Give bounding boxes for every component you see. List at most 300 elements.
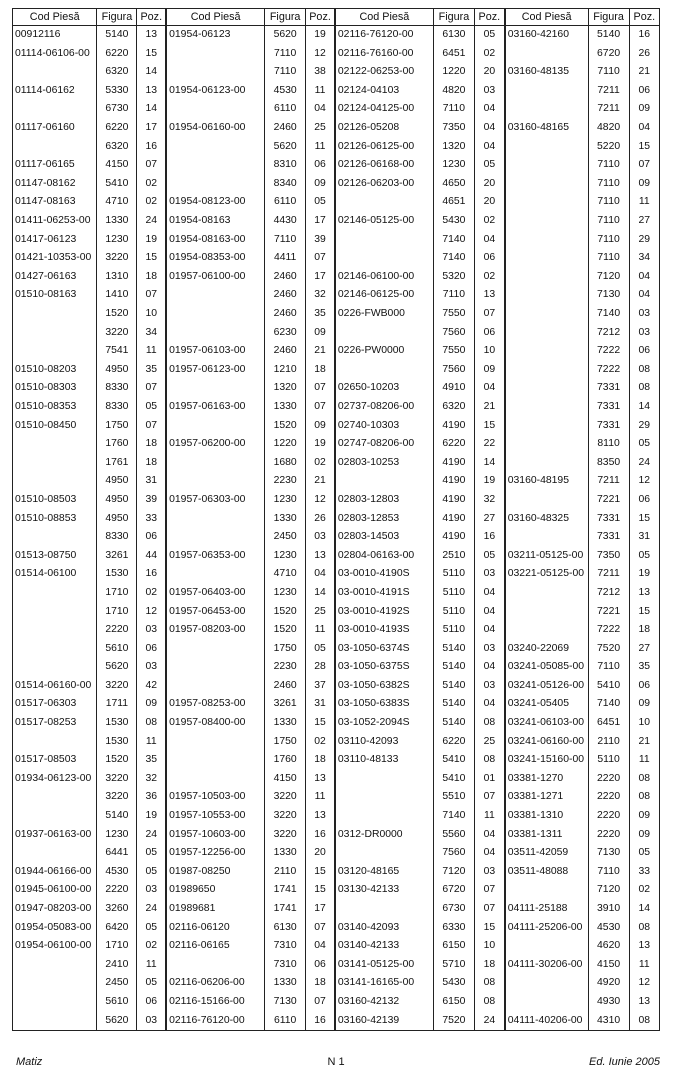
table-row — [13, 584, 660, 603]
part-code-cell: 01514-06160-00 — [13, 677, 97, 696]
figure-number-cell: 1230 — [265, 584, 306, 603]
part-code-cell: 01510-08353 — [13, 398, 97, 417]
figure-number-cell: 7110 — [588, 212, 629, 231]
position-number-cell: 16 — [629, 26, 659, 45]
position-number-cell: 12 — [629, 472, 659, 491]
part-code-cell: 04111-25188 — [505, 900, 588, 919]
figure-number-cell: 4651 — [433, 193, 474, 212]
figure-number-cell: 5620 — [265, 138, 306, 157]
figure-number-cell: 5410 — [588, 677, 629, 696]
figure-number-cell: 7331 — [588, 379, 629, 398]
part-code-cell — [505, 249, 588, 268]
header-poz-4: Poz. — [629, 9, 659, 26]
table-row — [13, 788, 660, 807]
position-number-cell: 05 — [137, 974, 166, 993]
part-code-cell — [505, 993, 588, 1012]
part-code-cell: 01147-08162 — [13, 175, 97, 194]
part-code-cell: 01987-08250 — [166, 863, 264, 882]
figure-number-cell: 4150 — [265, 770, 306, 789]
figure-number-cell: 5560 — [433, 826, 474, 845]
part-code-cell — [505, 584, 588, 603]
table-row — [13, 714, 660, 733]
footer-edition: Ed. Iunie 2005 — [589, 1056, 660, 1068]
position-number-cell: 13 — [306, 807, 335, 826]
position-number-cell: 17 — [306, 900, 335, 919]
figure-number-cell: 1320 — [265, 379, 306, 398]
part-code-cell: 01957-06100-00 — [166, 268, 264, 287]
position-number-cell: 03 — [474, 863, 504, 882]
figure-number-cell: 8340 — [265, 175, 306, 194]
part-code-cell: 02803-14503 — [335, 528, 433, 547]
footer-page-number: N 1 — [327, 1056, 345, 1068]
position-number-cell: 18 — [137, 435, 166, 454]
part-code-cell: 03110-48133 — [335, 751, 433, 770]
position-number-cell: 06 — [629, 342, 659, 361]
position-number-cell: 04 — [474, 138, 504, 157]
figure-number-cell: 7120 — [588, 881, 629, 900]
position-number-cell: 32 — [474, 491, 504, 510]
position-number-cell: 06 — [629, 491, 659, 510]
figure-number-cell: 4411 — [265, 249, 306, 268]
figure-number-cell: 2510 — [433, 547, 474, 566]
position-number-cell: 20 — [474, 193, 504, 212]
position-number-cell: 15 — [306, 863, 335, 882]
figure-number-cell: 7221 — [588, 602, 629, 621]
figure-number-cell: 3220 — [97, 788, 137, 807]
part-code-cell: 02747-08206-00 — [335, 435, 433, 454]
figure-number-cell: 7110 — [588, 175, 629, 194]
part-code-cell: 03511-48088 — [505, 863, 588, 882]
part-code-cell: 03110-42093 — [335, 733, 433, 752]
part-code-cell — [166, 751, 264, 770]
figure-number-cell: 7560 — [433, 844, 474, 863]
figure-number-cell: 5110 — [588, 751, 629, 770]
part-code-cell: 01954-06123 — [166, 26, 264, 45]
table-row — [13, 677, 660, 696]
figure-number-cell: 7110 — [588, 863, 629, 882]
position-number-cell: 11 — [629, 751, 659, 770]
part-code-cell: 04111-40206-00 — [505, 1011, 588, 1030]
figure-number-cell: 2110 — [588, 733, 629, 752]
part-code-cell: 01957-06353-00 — [166, 547, 264, 566]
position-number-cell: 02 — [306, 733, 335, 752]
part-code-cell: 03160-42160 — [505, 26, 588, 45]
figure-number-cell: 1520 — [97, 305, 137, 324]
figure-number-cell: 2460 — [265, 305, 306, 324]
part-code-cell: 03130-42133 — [335, 881, 433, 900]
figure-number-cell: 3220 — [97, 677, 137, 696]
figure-number-cell: 1230 — [97, 826, 137, 845]
part-code-cell — [335, 231, 433, 250]
table-row — [13, 900, 660, 919]
position-number-cell: 02 — [629, 881, 659, 900]
position-number-cell: 04 — [306, 937, 335, 956]
position-number-cell: 01 — [474, 770, 504, 789]
figure-number-cell: 7130 — [588, 844, 629, 863]
figure-number-cell: 3910 — [588, 900, 629, 919]
table-row — [13, 435, 660, 454]
position-number-cell: 09 — [474, 361, 504, 380]
position-number-cell: 06 — [629, 677, 659, 696]
part-code-cell: 02116-06165 — [166, 937, 264, 956]
part-code-cell: 03-0010-4191S — [335, 584, 433, 603]
position-number-cell: 07 — [306, 249, 335, 268]
figure-number-cell: 6220 — [97, 119, 137, 138]
figure-number-cell: 5620 — [97, 658, 137, 677]
position-number-cell: 07 — [474, 881, 504, 900]
position-number-cell: 31 — [629, 528, 659, 547]
figure-number-cell: 2110 — [265, 863, 306, 882]
figure-number-cell: 6220 — [433, 435, 474, 454]
figure-number-cell: 7110 — [588, 231, 629, 250]
position-number-cell: 06 — [306, 156, 335, 175]
part-code-cell: 02126-05208 — [335, 119, 433, 138]
part-code-cell — [505, 231, 588, 250]
figure-number-cell: 1750 — [265, 733, 306, 752]
position-number-cell: 29 — [629, 231, 659, 250]
figure-number-cell: 2220 — [97, 881, 137, 900]
position-number-cell: 13 — [629, 993, 659, 1012]
position-number-cell: 18 — [306, 361, 335, 380]
part-code-cell: 01513-08750 — [13, 547, 97, 566]
position-number-cell: 05 — [306, 640, 335, 659]
position-number-cell: 09 — [137, 695, 166, 714]
figure-number-cell: 2450 — [265, 528, 306, 547]
part-code-cell — [505, 82, 588, 101]
part-code-cell: 01957-12256-00 — [166, 844, 264, 863]
part-code-cell: 01517-08253 — [13, 714, 97, 733]
position-number-cell: 21 — [629, 733, 659, 752]
part-code-cell — [13, 640, 97, 659]
figure-number-cell: 4530 — [97, 863, 137, 882]
position-number-cell: 05 — [474, 26, 504, 45]
figure-number-cell: 4910 — [433, 379, 474, 398]
part-code-cell: 02126-06125-00 — [335, 138, 433, 157]
position-number-cell: 20 — [474, 63, 504, 82]
position-number-cell: 03 — [137, 658, 166, 677]
figure-number-cell: 1750 — [97, 416, 137, 435]
position-number-cell: 04 — [306, 100, 335, 119]
position-number-cell: 05 — [629, 435, 659, 454]
position-number-cell: 04 — [629, 268, 659, 287]
position-number-cell: 06 — [474, 324, 504, 343]
figure-number-cell: 7140 — [433, 249, 474, 268]
figure-number-cell: 4430 — [265, 212, 306, 231]
part-code-cell — [13, 844, 97, 863]
position-number-cell: 08 — [629, 919, 659, 938]
part-code-cell: 03160-42132 — [335, 993, 433, 1012]
figure-number-cell: 7520 — [588, 640, 629, 659]
position-number-cell: 08 — [474, 751, 504, 770]
position-number-cell: 12 — [306, 491, 335, 510]
part-code-cell — [166, 640, 264, 659]
position-number-cell: 32 — [137, 770, 166, 789]
part-code-cell: 01957-06200-00 — [166, 435, 264, 454]
part-code-cell — [166, 416, 264, 435]
position-number-cell: 04 — [474, 119, 504, 138]
table-row — [13, 826, 660, 845]
position-number-cell: 07 — [137, 416, 166, 435]
part-code-cell — [335, 844, 433, 863]
position-number-cell: 15 — [306, 714, 335, 733]
position-number-cell: 27 — [474, 509, 504, 528]
figure-number-cell: 2460 — [265, 286, 306, 305]
part-code-cell: 00912116 — [13, 26, 97, 45]
figure-number-cell: 7211 — [588, 565, 629, 584]
part-code-cell: 02116-15166-00 — [166, 993, 264, 1012]
figure-number-cell: 7331 — [588, 398, 629, 417]
part-code-cell: 01957-06453-00 — [166, 602, 264, 621]
part-code-cell — [13, 993, 97, 1012]
part-code-cell: 03160-48325 — [505, 509, 588, 528]
position-number-cell: 03 — [137, 1011, 166, 1030]
figure-number-cell: 1761 — [97, 454, 137, 473]
part-code-cell — [13, 956, 97, 975]
part-code-cell: 01510-08503 — [13, 491, 97, 510]
part-code-cell — [505, 454, 588, 473]
table-row — [13, 249, 660, 268]
table-row — [13, 268, 660, 287]
position-number-cell: 27 — [629, 640, 659, 659]
part-code-cell: 01989650 — [166, 881, 264, 900]
position-number-cell: 03 — [306, 528, 335, 547]
figure-number-cell: 3260 — [97, 900, 137, 919]
position-number-cell: 09 — [629, 175, 659, 194]
figure-number-cell: 1530 — [97, 714, 137, 733]
position-number-cell: 14 — [137, 63, 166, 82]
position-number-cell: 21 — [629, 63, 659, 82]
table-row — [13, 193, 660, 212]
figure-number-cell: 7221 — [588, 491, 629, 510]
parts-table-body — [13, 26, 660, 1031]
figure-number-cell: 5110 — [433, 565, 474, 584]
part-code-cell: 02124-04103 — [335, 82, 433, 101]
position-number-cell: 11 — [137, 956, 166, 975]
figure-number-cell: 1410 — [97, 286, 137, 305]
figure-number-cell: 6150 — [433, 937, 474, 956]
figure-number-cell: 6320 — [97, 63, 137, 82]
position-number-cell: 35 — [306, 305, 335, 324]
figure-number-cell: 6110 — [265, 100, 306, 119]
position-number-cell: 06 — [137, 640, 166, 659]
position-number-cell: 16 — [306, 826, 335, 845]
position-number-cell: 19 — [137, 231, 166, 250]
table-row — [13, 807, 660, 826]
figure-number-cell: 8330 — [97, 398, 137, 417]
part-code-cell: 01954-06160-00 — [166, 119, 264, 138]
position-number-cell: 07 — [474, 788, 504, 807]
table-row — [13, 26, 660, 45]
table-row — [13, 640, 660, 659]
part-code-cell: 03241-15160-00 — [505, 751, 588, 770]
figure-number-cell: 4930 — [588, 993, 629, 1012]
part-code-cell — [13, 435, 97, 454]
figure-number-cell: 7110 — [588, 63, 629, 82]
position-number-cell: 35 — [137, 751, 166, 770]
part-code-cell — [335, 193, 433, 212]
position-number-cell: 33 — [137, 509, 166, 528]
table-row — [13, 212, 660, 231]
position-number-cell: 31 — [306, 695, 335, 714]
part-code-cell — [13, 733, 97, 752]
part-code-cell: 02803-12853 — [335, 509, 433, 528]
position-number-cell: 29 — [629, 416, 659, 435]
part-code-cell — [505, 286, 588, 305]
figure-number-cell: 7222 — [588, 361, 629, 380]
position-number-cell: 39 — [137, 491, 166, 510]
part-code-cell — [335, 900, 433, 919]
part-code-cell: 03211-05125-00 — [505, 547, 588, 566]
part-code-cell — [13, 658, 97, 677]
position-number-cell: 08 — [629, 1011, 659, 1030]
figure-number-cell: 3261 — [97, 547, 137, 566]
figure-number-cell: 6451 — [588, 714, 629, 733]
part-code-cell: 01957-08203-00 — [166, 621, 264, 640]
part-code-cell: 01510-08303 — [13, 379, 97, 398]
part-code-cell — [505, 491, 588, 510]
figure-number-cell: 6130 — [265, 919, 306, 938]
part-code-cell — [166, 156, 264, 175]
part-code-cell — [166, 45, 264, 64]
table-row — [13, 416, 660, 435]
part-code-cell — [505, 212, 588, 231]
part-code-cell: 03141-16165-00 — [335, 974, 433, 993]
position-number-cell: 09 — [629, 100, 659, 119]
table-row — [13, 844, 660, 863]
part-code-cell: 01947-08203-00 — [13, 900, 97, 919]
figure-number-cell: 7212 — [588, 324, 629, 343]
position-number-cell: 17 — [306, 268, 335, 287]
part-code-cell — [166, 454, 264, 473]
figure-number-cell: 7350 — [588, 547, 629, 566]
position-number-cell: 09 — [306, 175, 335, 194]
position-number-cell: 11 — [629, 956, 659, 975]
figure-number-cell: 1530 — [97, 733, 137, 752]
table-row — [13, 974, 660, 993]
figure-number-cell: 3220 — [97, 249, 137, 268]
figure-number-cell: 5110 — [433, 584, 474, 603]
position-number-cell: 24 — [137, 212, 166, 231]
part-code-cell: 02146-06125-00 — [335, 286, 433, 305]
figure-number-cell: 1520 — [97, 751, 137, 770]
parts-index-sheet — [12, 8, 660, 1031]
figure-number-cell: 2460 — [265, 119, 306, 138]
figure-number-cell: 4190 — [433, 416, 474, 435]
part-code-cell — [13, 528, 97, 547]
part-code-cell — [166, 733, 264, 752]
part-code-cell — [13, 807, 97, 826]
figure-number-cell: 1330 — [265, 398, 306, 417]
figure-number-cell: 6720 — [433, 881, 474, 900]
figure-number-cell: 4310 — [588, 1011, 629, 1030]
part-code-cell: 01411-06253-00 — [13, 212, 97, 231]
position-number-cell: 34 — [137, 324, 166, 343]
position-number-cell: 36 — [137, 788, 166, 807]
position-number-cell: 04 — [474, 695, 504, 714]
figure-number-cell: 4190 — [433, 491, 474, 510]
position-number-cell: 20 — [474, 175, 504, 194]
figure-number-cell: 7110 — [588, 193, 629, 212]
position-number-cell: 09 — [306, 324, 335, 343]
part-code-cell: 01510-08203 — [13, 361, 97, 380]
part-code-cell: 02116-76160-00 — [335, 45, 433, 64]
part-code-cell — [505, 416, 588, 435]
part-code-cell — [335, 249, 433, 268]
figure-number-cell: 2220 — [588, 788, 629, 807]
part-code-cell — [13, 1011, 97, 1030]
figure-number-cell: 4820 — [433, 82, 474, 101]
part-code-cell: 03-1052-2094S — [335, 714, 433, 733]
position-number-cell: 04 — [474, 379, 504, 398]
part-code-cell: 03140-42133 — [335, 937, 433, 956]
part-code-cell: 02122-06253-00 — [335, 63, 433, 82]
part-code-cell — [166, 324, 264, 343]
figure-number-cell: 4950 — [97, 491, 137, 510]
part-code-cell: 01957-06103-00 — [166, 342, 264, 361]
part-code-cell: 01954-06123-00 — [166, 82, 264, 101]
figure-number-cell: 6130 — [433, 26, 474, 45]
figure-number-cell: 6720 — [588, 45, 629, 64]
position-number-cell: 18 — [306, 974, 335, 993]
table-row — [13, 45, 660, 64]
part-code-cell — [13, 584, 97, 603]
part-code-cell: 01147-08163 — [13, 193, 97, 212]
position-number-cell: 24 — [137, 826, 166, 845]
part-code-cell: 01957-06403-00 — [166, 584, 264, 603]
part-code-cell: 01954-08163-00 — [166, 231, 264, 250]
part-code-cell: 04111-25206-00 — [505, 919, 588, 938]
figure-number-cell: 1310 — [97, 268, 137, 287]
part-code-cell — [13, 138, 97, 157]
position-number-cell: 16 — [137, 565, 166, 584]
table-row — [13, 602, 660, 621]
part-code-cell — [335, 788, 433, 807]
table-row — [13, 119, 660, 138]
part-code-cell — [505, 379, 588, 398]
figure-number-cell: 7110 — [588, 249, 629, 268]
position-number-cell: 12 — [137, 602, 166, 621]
part-code-cell: 03-1050-6383S — [335, 695, 433, 714]
position-number-cell: 11 — [629, 193, 659, 212]
position-number-cell: 08 — [137, 714, 166, 733]
part-code-cell: 01957-06123-00 — [166, 361, 264, 380]
part-code-cell: 03140-42093 — [335, 919, 433, 938]
figure-number-cell: 7520 — [433, 1011, 474, 1030]
position-number-cell: 35 — [137, 361, 166, 380]
position-number-cell: 14 — [629, 900, 659, 919]
part-code-cell — [505, 138, 588, 157]
figure-number-cell: 7211 — [588, 472, 629, 491]
figure-number-cell: 5140 — [433, 714, 474, 733]
position-number-cell: 05 — [306, 193, 335, 212]
position-number-cell: 04 — [474, 658, 504, 677]
position-number-cell: 11 — [474, 807, 504, 826]
position-number-cell: 13 — [629, 584, 659, 603]
position-number-cell: 04 — [474, 844, 504, 863]
part-code-cell — [166, 565, 264, 584]
position-number-cell: 10 — [137, 305, 166, 324]
position-number-cell: 02 — [474, 268, 504, 287]
part-code-cell: 01954-05083-00 — [13, 919, 97, 938]
figure-number-cell: 1210 — [265, 361, 306, 380]
figure-number-cell: 5140 — [588, 26, 629, 45]
position-number-cell: 11 — [137, 733, 166, 752]
part-code-cell — [166, 305, 264, 324]
part-code-cell: 0312-DR0000 — [335, 826, 433, 845]
figure-number-cell: 3220 — [265, 807, 306, 826]
part-code-cell — [166, 677, 264, 696]
position-number-cell: 08 — [474, 974, 504, 993]
